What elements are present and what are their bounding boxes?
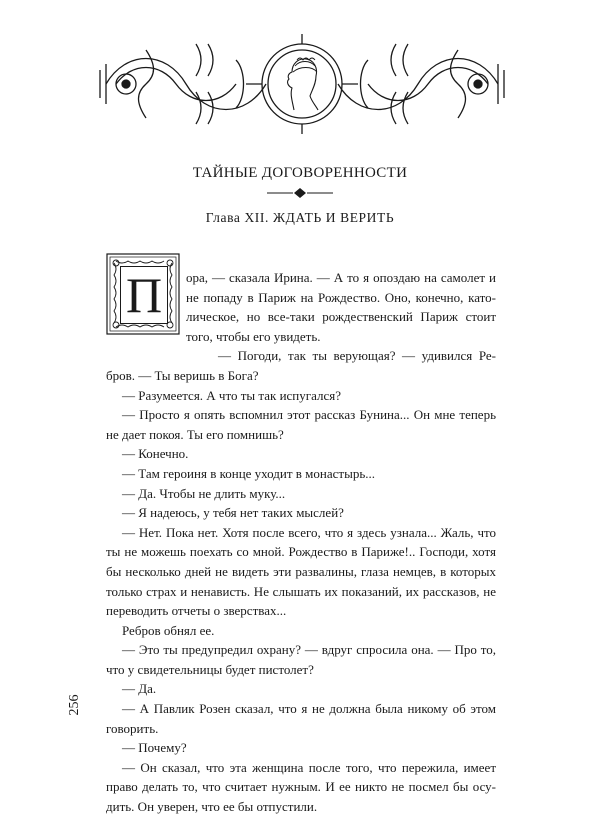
text-line: дить. Он уверен, что ее бы отпустили. (106, 799, 318, 815)
text-line: — Разумеется. А что ты так испугался? (122, 387, 341, 403)
text-line: право делать то, что считает нужным. И ее никто не посмел бы осу- (106, 779, 496, 795)
text-line: — Нет. Пока нет. Хотя после всего, что я здесь узнала... Жаль, что (122, 524, 496, 540)
text-line: Ребров обнял ее. (122, 622, 215, 638)
text-line: — А Павлик Розен сказал, что я не должна была никому об этом (122, 701, 496, 717)
chapter-heading: Глава XII. ЖДАТЬ И ВЕРИТЬ (205, 210, 395, 225)
text-line: бров. — Ты веришь в Бога? (106, 367, 259, 383)
text-line: не дает покоя. Ты его помнишь? (106, 426, 284, 442)
text-line: бы несколько дней не видеть эти развалины, глаза немцев, в которых (106, 563, 496, 579)
text-line: — Да. Чтобы не длить муку... (122, 485, 286, 501)
header-ornament (96, 30, 508, 138)
title-flourish-divider (265, 187, 335, 199)
text-line: — Там героиня в конце уходит в монастырь... (122, 465, 376, 481)
text-line: — Он сказал, что эта женщина после того, что пережила, имеет (122, 759, 496, 775)
text-line: не попаду в Париж на Рождество. Оно, конечно, като- (186, 289, 496, 305)
text-line: — Почему? (122, 740, 187, 756)
text-line: — Я надеюсь, у тебя нет таких мыслей? (122, 505, 344, 521)
text-line: — Просто я опять вспомнил этот рассказ Бунина... Он мне теперь (122, 407, 496, 423)
page-number: 256 (67, 694, 82, 716)
text-line: — Это ты предупредил охрану? — вдруг спросила она. — Про то, (122, 642, 496, 658)
text-line: — Да. (122, 681, 157, 697)
text-line: что у свидетельницы будет пистолет? (106, 661, 314, 677)
section-title: ТАЙНЫЕ ДОГОВОРЕННОСТИ (192, 165, 408, 181)
text-line: — Конечно. (122, 446, 189, 462)
text-line: ора, — сказала Ирина. — А то я опоздаю на самолет и (186, 270, 496, 285)
body-text (106, 268, 496, 817)
text-line: переводить отчеты о зверствах... (106, 603, 287, 619)
text-line: того, чтобы его увидеть. (186, 328, 321, 344)
text-line: — Погоди, так ты верующая? — удивился Ре- (218, 348, 496, 364)
text-line: только страх и ненависть. Не слышать их показаний, их рассказов, не (106, 583, 496, 599)
text-line: ты не можешь поехать со мной. Рождество в Париже!.. Господи, хотя (106, 544, 496, 560)
text-line: лическое, но все-таки рождественский Париж стоит (186, 309, 496, 325)
drop-cap-letter: П (120, 266, 168, 324)
text-line: говорить. (106, 720, 159, 736)
